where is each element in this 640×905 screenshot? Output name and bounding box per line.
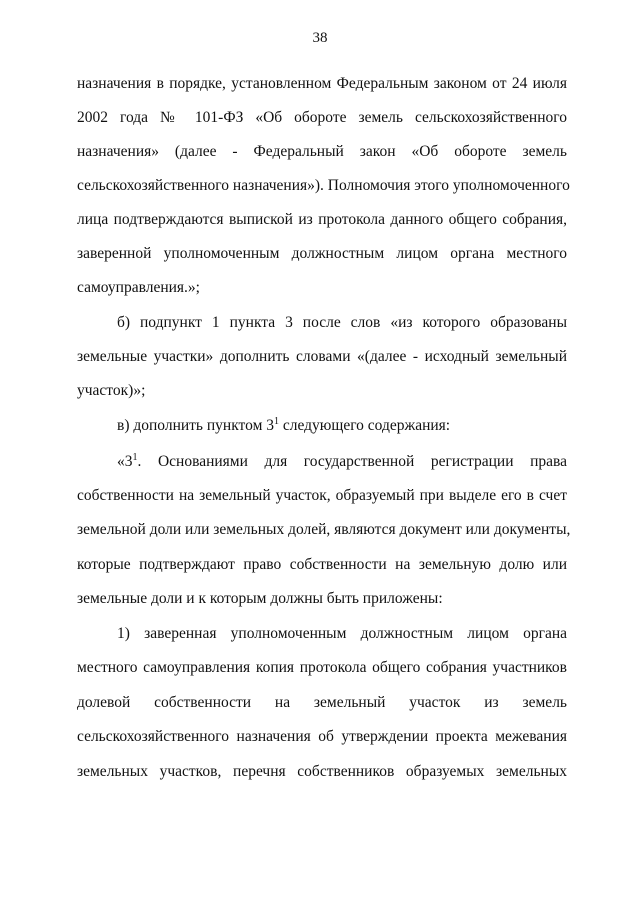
text-fragment: следующего содержания:: [282, 417, 451, 434]
text-fragment: . Основаниями для государственной регистрации права: [137, 453, 567, 470]
text-line: 2002 года № 101-ФЗ «Об обороте земель сельскохозяйственного: [77, 109, 567, 126]
text-line: самоуправления.»;: [77, 279, 200, 296]
paragraph-v: [117, 416, 567, 436]
text-line: участок)»;: [77, 382, 146, 399]
superscript: 1: [132, 451, 138, 463]
text-line: земельной доли или земельных долей, являются документ или документы,: [77, 521, 571, 538]
text-fragment: «3: [117, 453, 133, 470]
text-line: лица подтверждаются выпиской из протокола данного общего собрания,: [77, 211, 567, 228]
text-line: заверенной уполномоченным должностным лицом органа местного: [77, 245, 567, 262]
text-line: долевой собственности на земельный участок из земель: [77, 694, 567, 711]
text-line: земельные доли и к которым должны быть приложены:: [77, 590, 443, 607]
item-3-1-heading: [117, 452, 567, 472]
text-line: земельных участков, перечня собственников образуемых земельных: [77, 763, 567, 780]
text-line: которые подтверждают право собственности на земельную долю или: [77, 556, 567, 573]
text-fragment: в) дополнить пунктом 3: [117, 417, 274, 434]
page-number: 38: [312, 30, 328, 46]
text-line: сельскохозяйственного назначения»). Полномочия этого уполномоченного: [77, 177, 570, 194]
text-line: местного самоуправления копия протокола общего собрания участников: [77, 659, 567, 676]
text-line: сельскохозяйственного назначения об утверждении проекта межевания: [77, 728, 567, 745]
superscript: 1: [274, 415, 279, 427]
text-line: земельные участки» дополнить словами «(далее - исходный земельный: [77, 348, 567, 365]
text-line: 1) заверенная уполномоченным должностным лицом органа: [117, 625, 567, 642]
text-line: б) подпункт 1 пункта 3 после слов «из которого образованы: [117, 314, 567, 331]
text-line: назначения» (далее - Федеральный закон «Об обороте земель: [77, 143, 567, 160]
text-line: назначения в порядке, установленном Федеральным законом от 24 июля: [77, 75, 567, 92]
text-line: собственности на земельный участок, образуемый при выделе его в счет: [77, 487, 567, 504]
